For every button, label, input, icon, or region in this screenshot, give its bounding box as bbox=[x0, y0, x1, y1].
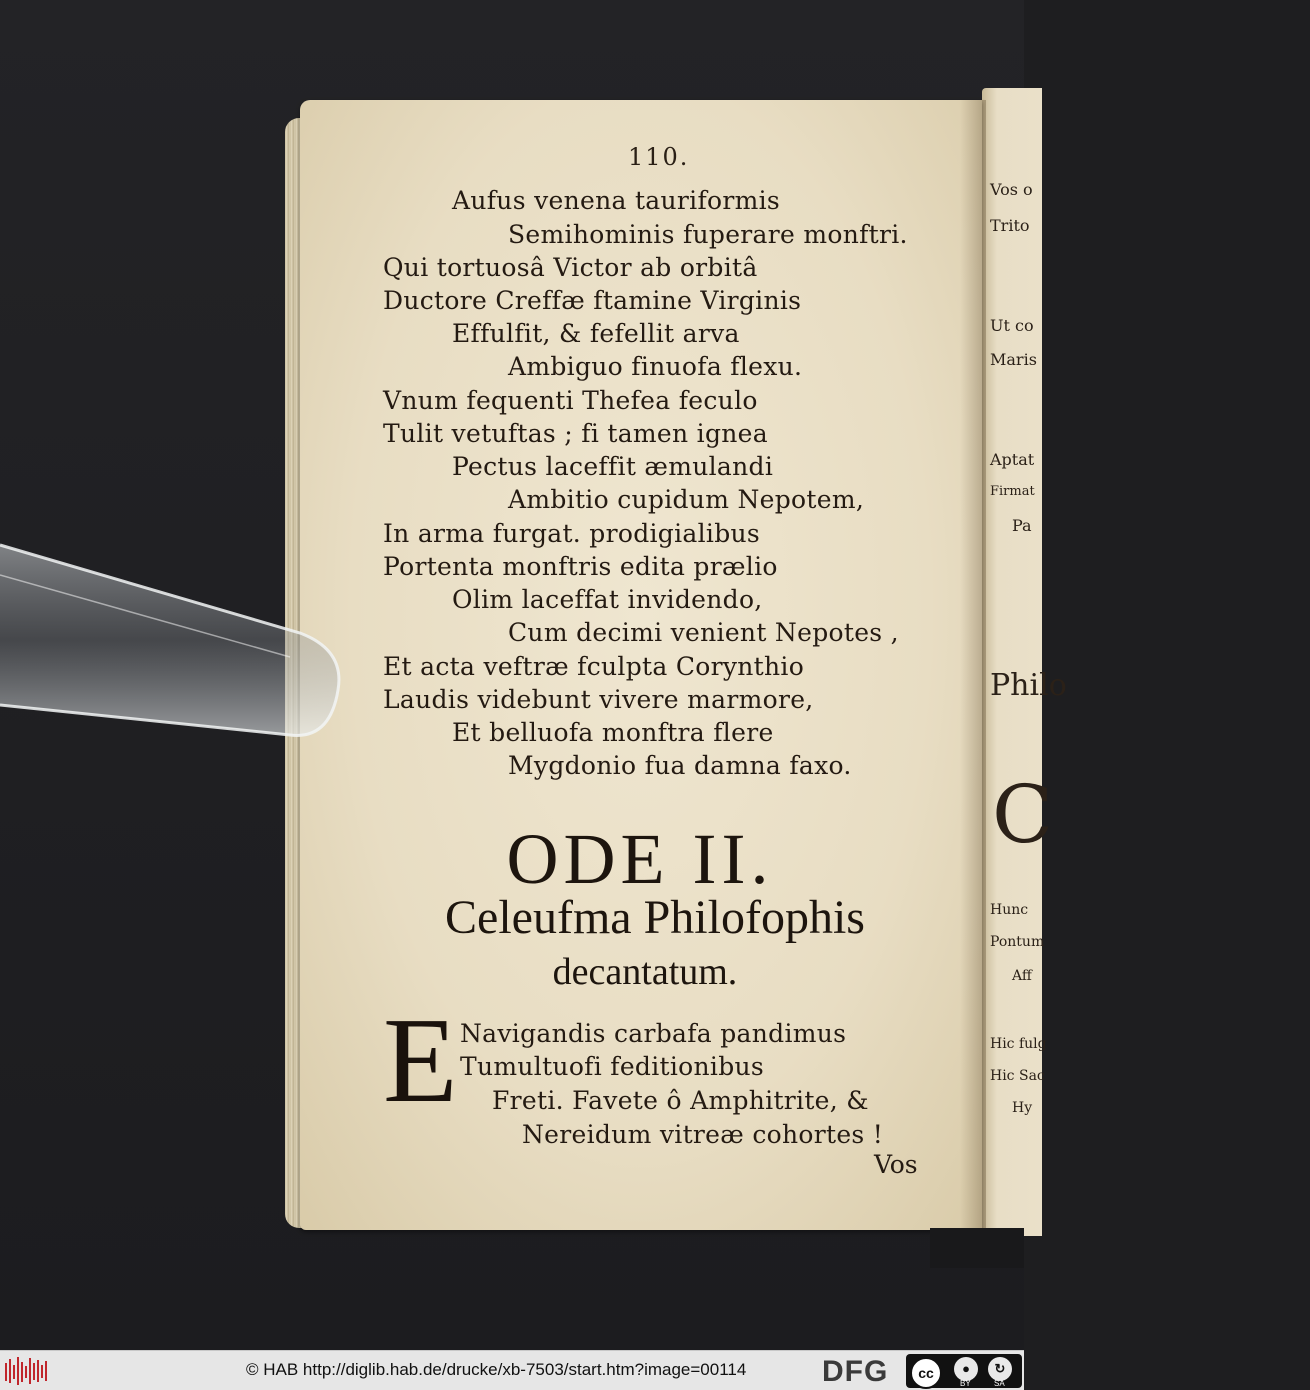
drop-cap: E bbox=[383, 993, 458, 1128]
cc-license-badge[interactable] bbox=[906, 1354, 1022, 1388]
facing-fragment: Firmat bbox=[990, 484, 1035, 499]
verse-line: In arma furgat. prodigialibus bbox=[383, 519, 761, 548]
stanza-line: Tumultuofi feditionibus bbox=[460, 1052, 765, 1081]
verse-line: Mygdonio fua damna faxo. bbox=[508, 751, 852, 780]
verse-line: Tulit vetuftas ; fi tamen ignea bbox=[383, 419, 768, 448]
ode-subtitle: Celeufma Philofophis bbox=[445, 891, 865, 944]
share-alike-icon: ↻ bbox=[988, 1357, 1012, 1381]
footer-bar bbox=[0, 1350, 1024, 1390]
facing-fragment: Aff bbox=[1012, 968, 1032, 984]
verse-line: Vnum fequenti Thefea feculo bbox=[383, 386, 758, 415]
facing-fragment: Hunc bbox=[990, 902, 1029, 918]
verse-line: Olim laceffat invidendo, bbox=[452, 585, 763, 614]
catchword: Vos bbox=[874, 1150, 918, 1179]
facing-fragment: Maris bbox=[990, 350, 1037, 369]
attribution-icon: ● bbox=[954, 1357, 978, 1381]
verse-line: Effulfit, & fefellit arva bbox=[452, 319, 740, 348]
stanza-line: Freti. Favete ô Amphitrite, & bbox=[492, 1086, 869, 1115]
cc-icon: cc bbox=[910, 1357, 942, 1389]
verse-line: Pectus laceffit æmulandi bbox=[452, 452, 774, 481]
dfg-logo: DFG bbox=[822, 1355, 889, 1388]
facing-fragment: Hic Sac bbox=[990, 1068, 1045, 1084]
facing-fragment: Hy bbox=[1012, 1100, 1033, 1116]
verse-line: Semihominis fuperare monftri. bbox=[508, 220, 908, 249]
facing-fragment: Ut co bbox=[990, 316, 1034, 335]
stanza-line: Navigandis carbafa pandimus bbox=[460, 1019, 847, 1048]
page-gutter bbox=[960, 100, 986, 1230]
verse-line: Et acta veftræ fculpta Corynthio bbox=[383, 652, 805, 681]
facing-fragment: C bbox=[992, 768, 1054, 861]
facing-fragment: Pontum bbox=[990, 934, 1045, 950]
verse-line: Ambitio cupidum Nepotem, bbox=[508, 485, 865, 514]
dark-background-strip bbox=[930, 1228, 1024, 1268]
verse-line: Ambiguo finuofa flexu. bbox=[508, 352, 803, 381]
facing-page bbox=[982, 88, 1067, 1236]
facing-fragment: Hic fulg bbox=[990, 1036, 1047, 1052]
verse-line: Aufus venena tauriformis bbox=[452, 186, 781, 215]
facing-fragment: Trito bbox=[990, 216, 1030, 235]
verse-line: Portenta monftris edita prælio bbox=[383, 552, 778, 581]
ode-subtitle-second-line: decantatum. bbox=[552, 951, 738, 993]
verse-line: Ductore Creffæ ftamine Virginis bbox=[383, 286, 802, 315]
ode-heading: ODE II. bbox=[506, 819, 774, 899]
sa-label: SA bbox=[994, 1379, 1005, 1388]
stanza-line: Nereidum vitreæ cohortes ! bbox=[522, 1120, 884, 1149]
facing-fragment: Aptat bbox=[990, 450, 1035, 469]
by-label: BY bbox=[960, 1379, 971, 1388]
facing-fragment: Philo bbox=[990, 668, 1067, 703]
facing-fragment: Vos o bbox=[990, 180, 1033, 199]
hab-logo-icon bbox=[5, 1357, 47, 1385]
verse-line: Qui tortuosâ Victor ab orbitâ bbox=[383, 253, 758, 282]
verse-line: Et belluofa monftra flere bbox=[452, 718, 774, 747]
verse-line: Cum decimi venient Nepotes , bbox=[508, 618, 899, 647]
verse-line: Laudis videbunt vivere marmore, bbox=[383, 685, 814, 714]
facing-fragment: Pa bbox=[1012, 516, 1032, 535]
page-number: 110. bbox=[628, 143, 690, 171]
copyright-url[interactable]: © HAB http://diglib.hab.de/drucke/xb-7503/start.htm?image=00114 bbox=[246, 1360, 747, 1379]
page-clip bbox=[0, 545, 345, 745]
